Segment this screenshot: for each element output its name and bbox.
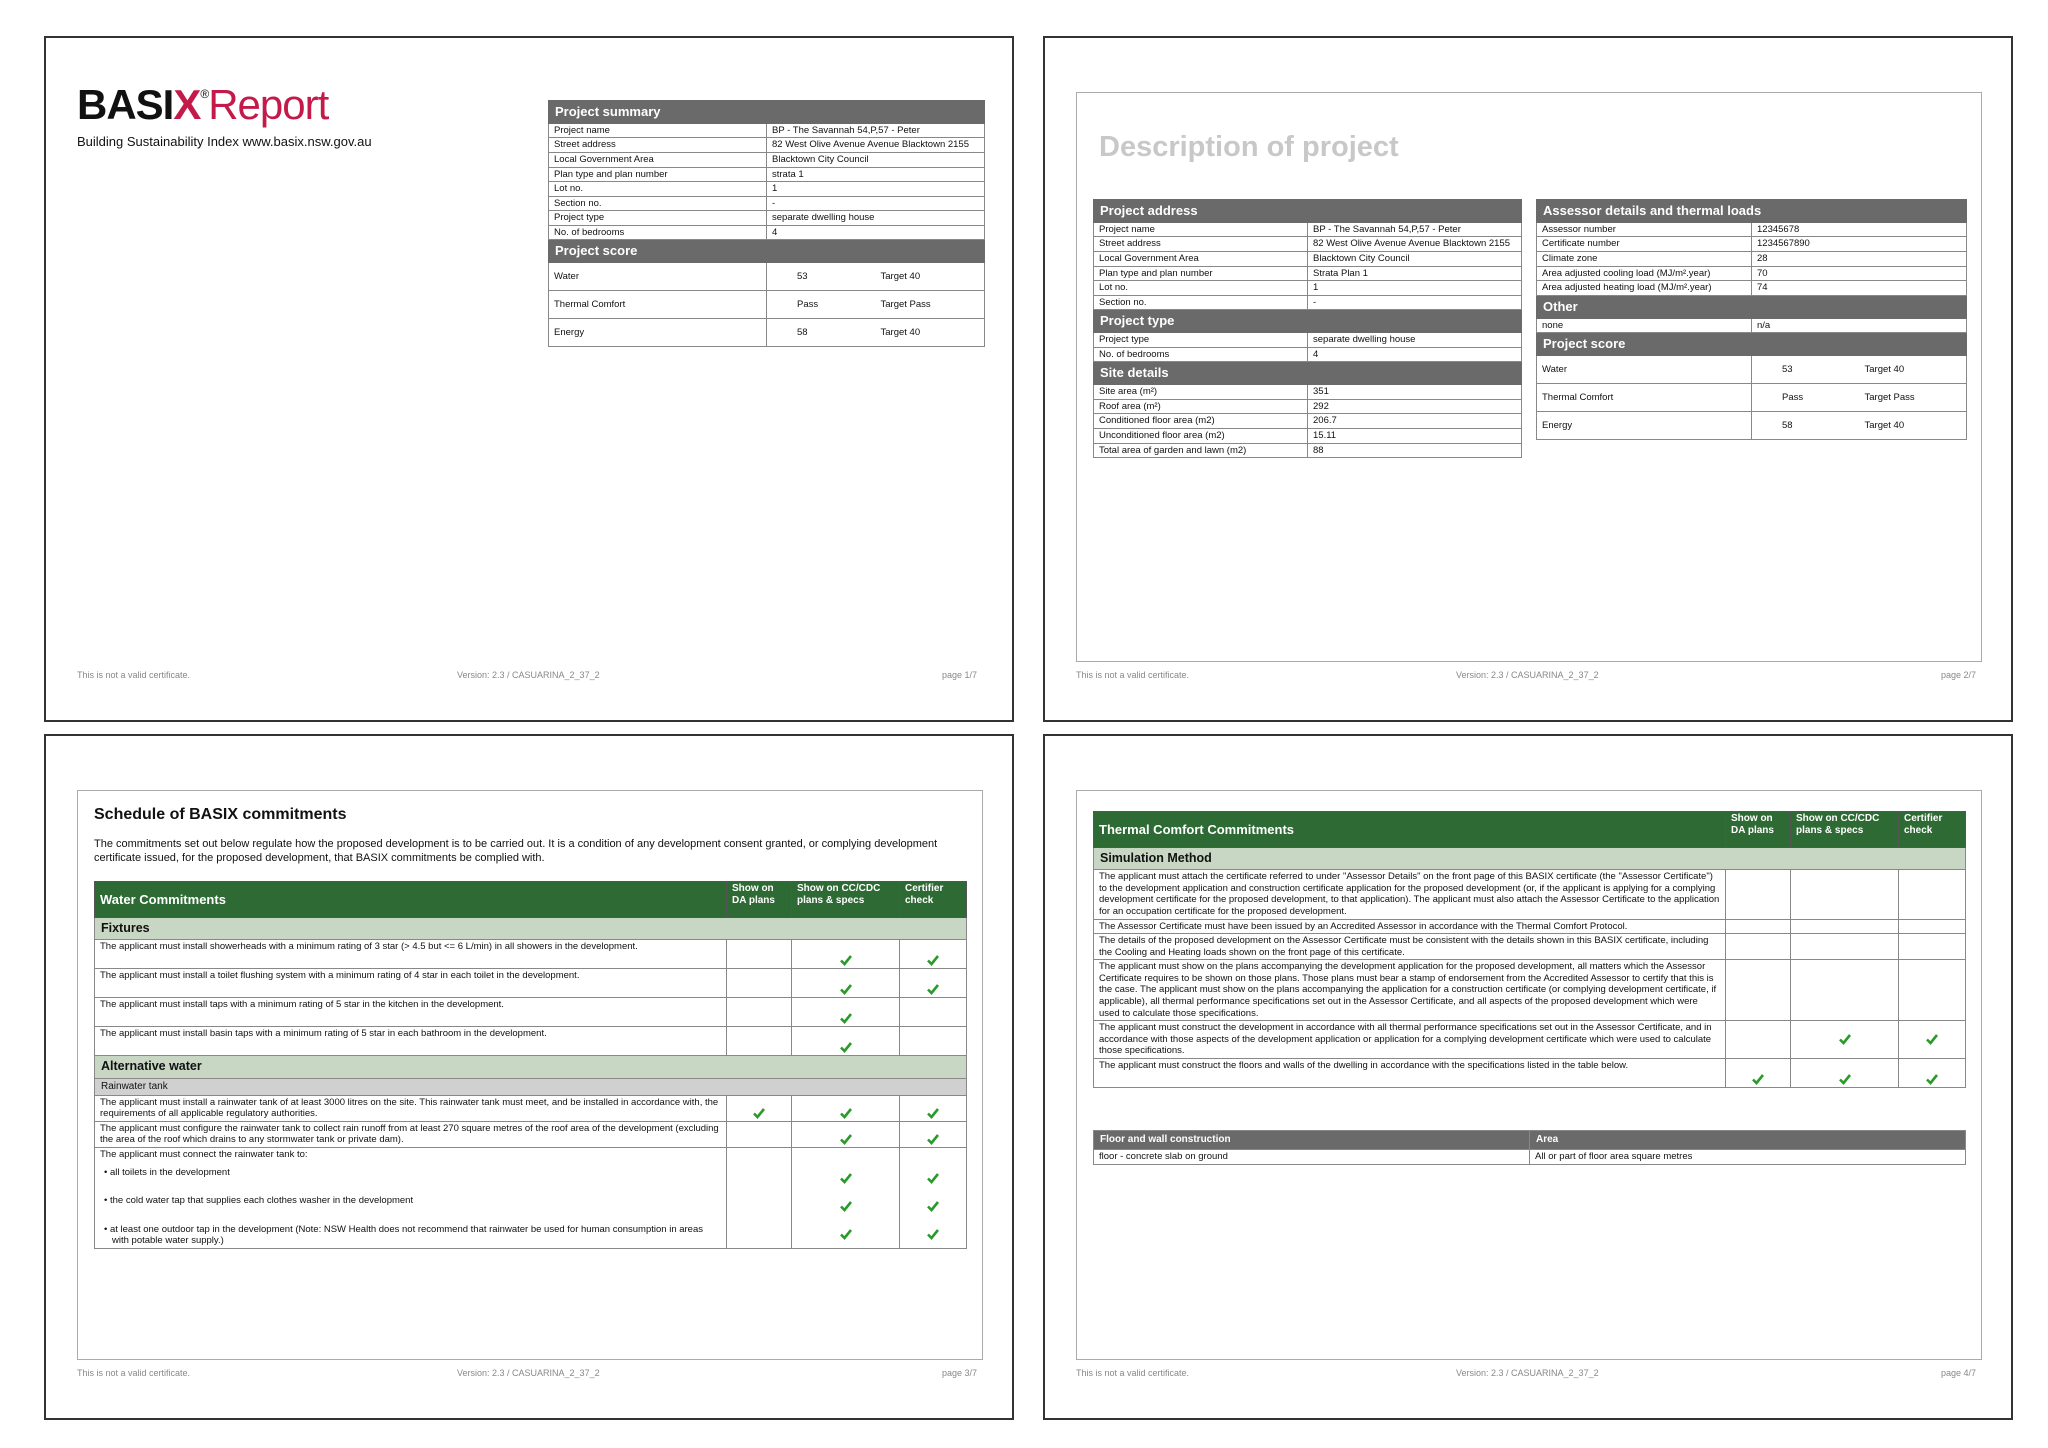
check-icon (840, 954, 852, 966)
score-row-energy: Energy 58 Target 40 (549, 319, 985, 347)
check-icon (927, 1133, 939, 1145)
check-icon (840, 1200, 852, 1212)
score-row-thermal: Thermal Comfort Pass Target Pass (549, 291, 985, 319)
fixtures-heading: Fixtures (95, 918, 967, 940)
report-page-2 (1043, 36, 2013, 722)
commitment-row: The details of the proposed development on the Assessor Certificate must be consistent with the details shown in this BASIX certificate, including the Cooling and Heating loads shown on the front page of this certificate. (1094, 934, 1966, 960)
basix-report-logo: BASIX®Report (77, 81, 329, 128)
address-row: Project name BP - The Savannah 54,P,57 - Peter (1094, 222, 1522, 237)
commitment-row: The applicant must install showerheads with a minimum rating of 3 star (> 4.5 but <= 6 L/min) in all showers in the development. (95, 940, 967, 969)
summary-row: No. of bedrooms 4 (549, 225, 985, 240)
project-score-heading: Project score (549, 240, 985, 263)
other-heading: Other (1537, 295, 1967, 318)
check-icon (1839, 1073, 1851, 1085)
col-show-cc: Show on CC/CDC plans & specs (1791, 812, 1899, 848)
check-icon (927, 954, 939, 966)
footer-version: Version: 2.3 / CASUARINA_2_37_2 (1456, 670, 1599, 680)
assessor-row: Area adjusted heating load (MJ/m².year) 74 (1537, 281, 1967, 296)
assessor-row: Area adjusted cooling load (MJ/m².year) 70 (1537, 266, 1967, 281)
check-icon (840, 1133, 852, 1145)
site-details-heading: Site details (1094, 362, 1522, 385)
check-icon (840, 983, 852, 995)
project-score-heading: Project score (1537, 333, 1967, 356)
check-icon (927, 1200, 939, 1212)
score-row-water: Water 53 Target 40 (1537, 356, 1967, 384)
thermal-commitments-heading: Thermal Comfort Commitments (1094, 812, 1726, 848)
address-row: Section no. - (1094, 295, 1522, 310)
footer-page: page 2/7 (1941, 670, 1977, 680)
commitment-row: The applicant must install taps with a minimum rating of 5 star in the kitchen in the development. (95, 998, 967, 1027)
schedule-title: Schedule of BASIX commitments (94, 806, 347, 823)
score-row-thermal: Thermal Comfort Pass Target Pass (1537, 384, 1967, 412)
assessor-heading: Assessor details and thermal loads (1537, 200, 1967, 223)
page-frame (77, 790, 983, 1360)
check-icon (1839, 1033, 1851, 1045)
summary-row: Lot no. 1 (549, 182, 985, 197)
summary-row: Street address 82 West Olive Avenue Avenue Blacktown 2155 (549, 138, 985, 153)
floor-wall-heading: Floor and wall construction (1094, 1131, 1530, 1150)
project-type-heading: Project type (1094, 310, 1522, 333)
site-row: Conditioned floor area (m2) 206.7 (1094, 414, 1522, 429)
site-row: Site area (m²) 351 (1094, 385, 1522, 400)
check-icon (1752, 1073, 1764, 1085)
schedule-intro: The commitments set out below regulate how the proposed development is to be carried out. It is a condition of any development consent granted, or complying development certificate issued, for the proposed development, that BASIX commitments be complied with. (94, 838, 938, 865)
commitment-row: The applicant must show on the plans accompanying the development application for the proposed development, all matters which the Assessor Certificate requires to be shown on those plans. Those plans must bear a stamp of endorsement from the Accredited Assessor to certify that this is the case. The applicant must show on the plans accompanying the application for a construction certificate (or complying development certificate, if applicable), all thermal performance specifications set out in the Assessor Certificate, and all aspects of the proposed development which were used to calculate those specifications. (1094, 960, 1966, 1021)
commitment-row: The applicant must install basin taps with a minimum rating of 5 star in each bathroom in the development. (95, 1027, 967, 1056)
footer-version: Version: 2.3 / CASUARINA_2_37_2 (1456, 1368, 1599, 1378)
rainwater-tank-subheading: Rainwater tank (95, 1078, 967, 1095)
project-summary-heading: Project summary (549, 101, 985, 124)
site-row: Unconditioned floor area (m2) 15.11 (1094, 428, 1522, 443)
footer-page: page 1/7 (942, 670, 978, 680)
check-icon (840, 1012, 852, 1024)
check-icon (927, 983, 939, 995)
commitment-row: The applicant must construct the floors and walls of the dwelling in accordance with the specifications listed in the table below. (1094, 1058, 1966, 1087)
commitment-row: The applicant must install a rainwater tank of at least 3000 litres on the site. This rainwater tank must meet, and be installed in accordance with, the requirements of all applicable regulatory authorities. (95, 1095, 967, 1121)
col-certifier: Certifier check (900, 882, 967, 918)
floor-wall-row: floor - concrete slab on ground All or part of floor area square metres (1094, 1150, 1966, 1165)
summary-row: Local Government Area Blacktown City Council (549, 153, 985, 168)
address-row: Local Government Area Blacktown City Council (1094, 252, 1522, 267)
check-icon (1926, 1073, 1938, 1085)
project-summary-table (548, 100, 985, 347)
page-frame (1076, 790, 1982, 1360)
project-address-heading: Project address (1094, 200, 1522, 223)
report-page-3 (44, 734, 1014, 1420)
thermal-commitments-table (1093, 811, 1966, 1088)
commitment-row: The applicant must construct the development in accordance with all thermal performance specifications set out in the Assessor Certificate, and in accordance with those aspects of the development application or application for a complying development certificate which were used to calculate those specifications. (1094, 1021, 1966, 1059)
footer-note: This is not a valid certificate. (77, 670, 191, 680)
check-icon (753, 1107, 765, 1119)
col-show-cc: Show on CC/CDC plans & specs (792, 882, 900, 918)
footer-note: This is not a valid certificate. (77, 1368, 191, 1378)
address-row: Street address 82 West Olive Avenue Avenue Blacktown 2155 (1094, 237, 1522, 252)
summary-row: Plan type and plan number strata 1 (549, 167, 985, 182)
page-title: Description of project (1099, 131, 1399, 163)
assessor-details-table (1536, 199, 1967, 440)
address-row: Lot no. 1 (1094, 281, 1522, 296)
check-icon (1926, 1033, 1938, 1045)
summary-row: Section no. - (549, 196, 985, 211)
simulation-method-heading: Simulation Method (1094, 848, 1966, 870)
alternative-water-heading: Alternative water (95, 1056, 967, 1078)
site-row: Total area of garden and lawn (m2) 88 (1094, 443, 1522, 458)
summary-row: Project type separate dwelling house (549, 211, 985, 226)
check-icon (840, 1041, 852, 1053)
check-icon (840, 1172, 852, 1184)
other-row: none n/a (1537, 318, 1967, 333)
col-certifier: Certifier check (1899, 812, 1966, 848)
address-row: Plan type and plan number Strata Plan 1 (1094, 266, 1522, 281)
floor-wall-table (1093, 1130, 1966, 1165)
type-row: No. of bedrooms 4 (1094, 347, 1522, 362)
commitment-row: The applicant must install a toilet flushing system with a minimum rating of 4 star in each toilet in the development. (95, 969, 967, 998)
footer-page: page 3/7 (942, 1368, 978, 1378)
assessor-row: Climate zone 28 (1537, 252, 1967, 267)
summary-row: Project name BP - The Savannah 54,P,57 - Peter (549, 123, 985, 138)
report-page-4 (1043, 734, 2013, 1420)
check-icon (840, 1228, 852, 1240)
commitment-row: The applicant must connect the rainwater tank to: • all toilets in the development • the cold water tap that supplies each clothes washer in the development • at least one outdoor tap in the development (Note: NSW Health does not recommend that rainwater be used for human consumption in areas with potable water supply.) (95, 1148, 967, 1249)
site-row: Roof area (m²) 292 (1094, 399, 1522, 414)
commitment-row: The Assessor Certificate must have been issued by an Accredited Assessor in accordance with the Thermal Comfort Protocol. (1094, 919, 1966, 934)
check-icon (927, 1172, 939, 1184)
commitment-row: The applicant must attach the certificate referred to under "Assessor Details" on the front page of this BASIX certificate (the "Assessor Certificate") to the development application and construction certificate application for the proposed development (or, if the applicant is applying for a complying development certificate for the proposed development, to that application). The applicant must also attach the Assessor Certificate to the application for an occupation certificate for the proposed development. (1094, 870, 1966, 919)
commitment-row: The applicant must configure the rainwater tank to collect rain runoff from at least 270 square metres of the roof area of the development (excluding the area of the roof which drains to any stormwater tank or private dam). (95, 1121, 967, 1147)
check-icon (840, 1107, 852, 1119)
check-icon (927, 1228, 939, 1240)
project-details-table (1093, 199, 1522, 458)
footer-note: This is not a valid certificate. (1076, 670, 1190, 680)
footer-version: Version: 2.3 / CASUARINA_2_37_2 (457, 670, 600, 680)
score-row-energy: Energy 58 Target 40 (1537, 412, 1967, 440)
water-commitments-heading: Water Commitments (95, 882, 727, 918)
footer-page: page 4/7 (1941, 1368, 1977, 1378)
type-row: Project type separate dwelling house (1094, 333, 1522, 348)
footer-version: Version: 2.3 / CASUARINA_2_37_2 (457, 1368, 600, 1378)
col-show-da: Show on DA plans (727, 882, 792, 918)
report-page-1 (44, 36, 1014, 722)
check-icon (927, 1107, 939, 1119)
col-show-da: Show on DA plans (1726, 812, 1791, 848)
assessor-row: Assessor number 12345678 (1537, 222, 1967, 237)
area-heading: Area (1530, 1131, 1966, 1150)
score-row-water: Water 53 Target 40 (549, 263, 985, 291)
page-frame (1076, 92, 1982, 662)
assessor-row: Certificate number 1234567890 (1537, 237, 1967, 252)
tagline: Building Sustainability Index www.basix.nsw.gov.au (77, 134, 372, 149)
footer-note: This is not a valid certificate. (1076, 1368, 1190, 1378)
water-commitments-table (94, 881, 967, 1249)
